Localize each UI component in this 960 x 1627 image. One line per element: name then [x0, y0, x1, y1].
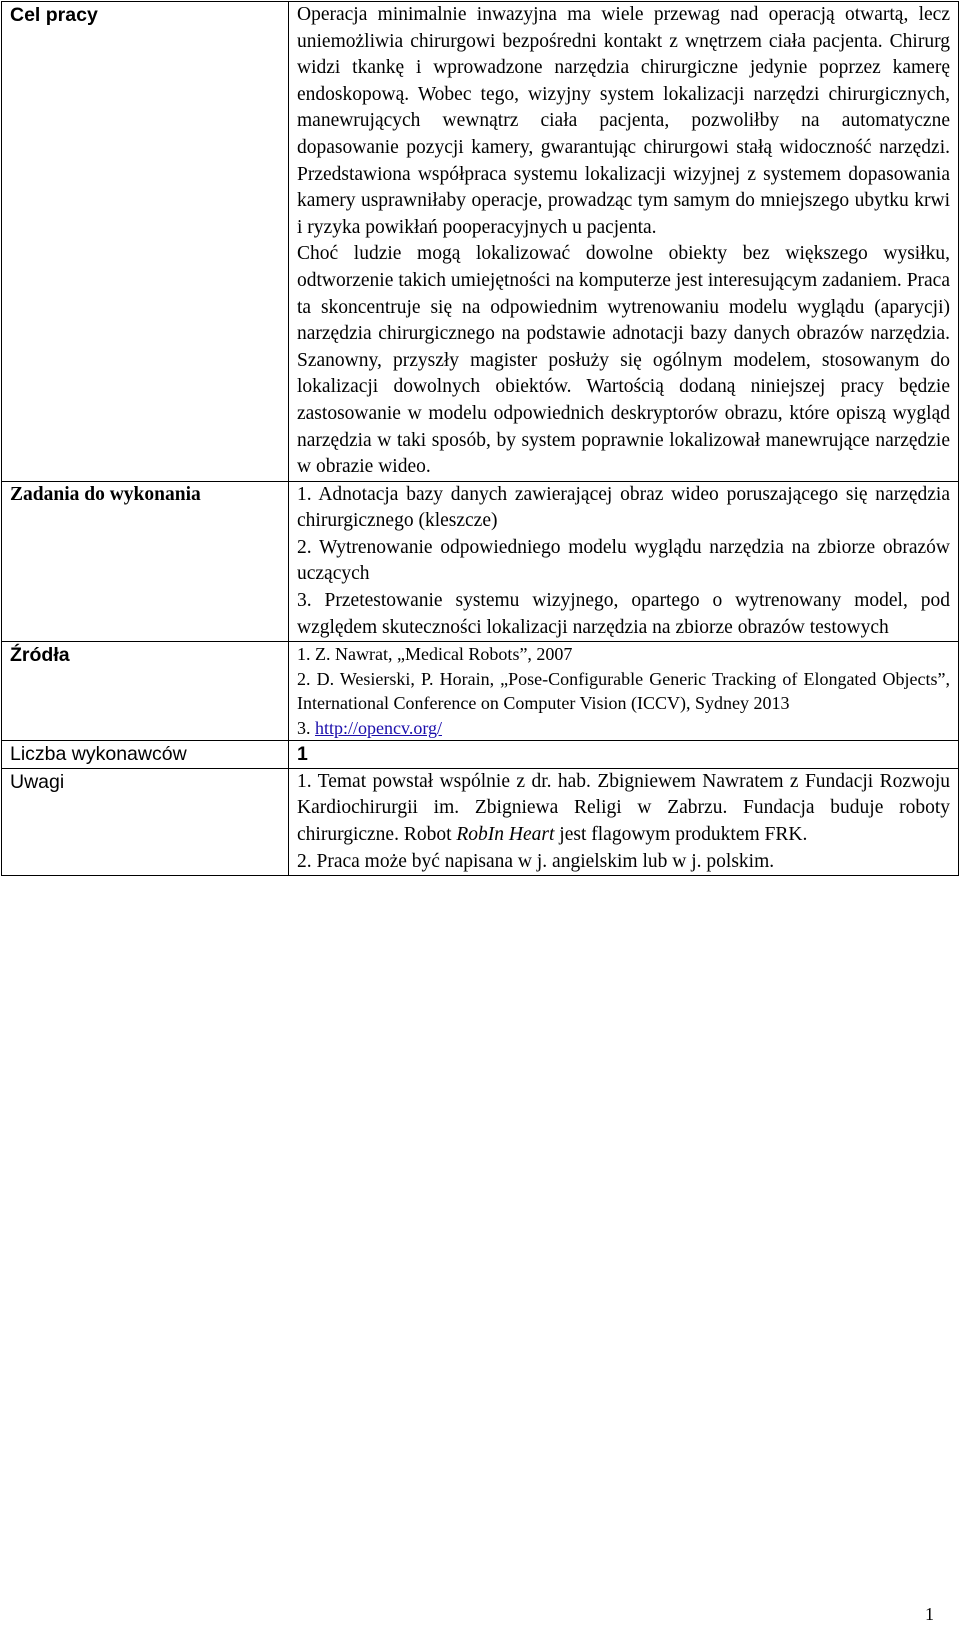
zrodlo-item-3	[297, 716, 950, 741]
zrodla-content	[289, 642, 959, 741]
cel-pracy-content	[289, 2, 959, 482]
opencv-link[interactable]: http://opencv.org/	[315, 717, 442, 738]
label-uwagi: Uwagi	[2, 768, 289, 875]
uwaga-item-2: 2. Praca może być napisana w j. angielskim lub w j. polskim.	[297, 850, 775, 872]
robot-name: RobIn Heart	[456, 824, 555, 846]
uwagi-content	[289, 768, 959, 875]
label-zrodla: Źródła	[2, 642, 289, 741]
zadanie-item-2: 2. Wytrenowanie odpowiedniego modelu wyglądu narzędzia na zbiorze obrazów uczących	[297, 536, 950, 585]
zrodlo-item-3-prefix: 3.	[297, 717, 315, 738]
uwaga-1-text: 1. Temat powstał wspólnie z dr. hab. Zbigniewem Nawratem z Fundacji Rozwoju Kardiochirurgii im. Zbigniewa Religi w Zabrzu. Fundacja buduje roboty chirurgiczne. Robot	[297, 770, 950, 846]
uwaga-item-1	[297, 769, 950, 849]
thesis-topic-table	[1, 1, 959, 876]
label-zadania: Zadania do wykonania	[2, 481, 289, 642]
zadania-content	[289, 481, 959, 642]
cel-paragraph-1: Operacja minimalnie inwazyjna ma wiele przewag nad operacją otwartą, lecz uniemożliwia chirurgowi bezpośredni kontakt z wnętrzem ciała pacjenta. Chirurg widzi tkankę i wprowadzone narzędzia chirurgiczne jedynie poprzez kamerę endoskopową. Wobec tego, wizyjny system lokalizacji narzędzi chirurgicznych, manewrujących wewnątrz ciała pacjenta, pozwoliłby na automatyczne dopasowanie pozycji kamery, gwarantując chirurgowi stałą widoczność narzędzi. Przedstawiona współpraca systemu lokalizacji wizyjnej z systemem dopasowania kamery usprawniłaby operacje, prowadząc tym samym do mniejszego ubytku krwi i ryzyka powikłań pooperacyjnych u pacjenta.	[297, 4, 950, 238]
row-zadania	[2, 481, 959, 642]
zrodlo-item-1: 1. Z. Nawrat, „Medical Robots”, 2007	[297, 644, 573, 665]
label-cel-pracy: Cel pracy	[2, 2, 289, 482]
row-uwagi	[2, 768, 959, 875]
cel-paragraph-2: Choć ludzie mogą lokalizować dowolne obiekty bez większego wysiłku, odtworzenie takich umiejętności na komputerze jest interesującym zadaniem. Praca ta skoncentruje się na odpowiednim wytrenowaniu modelu wyglądu (aparycji) narzędzia chirurgicznego na podstawie adnotacji bazy danych obrazów narzędzia. Szanowny, przyszły magister posłuży się ogólnym modelem, stosowanym do lokalizacji dowolnych obiektów. Wartością dodaną niniejszej pracy będzie zastosowanie w modelu odpowiednich deskryptorów obrazu, które opiszą wygląd narzędzia w taki sposób, by system poprawnie lokalizował manewrujące narzędzie w obrazie wideo.	[297, 243, 950, 478]
liczba-wykonawcow-value: 1	[289, 741, 959, 769]
uwaga-1-text-end: jest flagowym produktem FRK.	[554, 824, 808, 846]
zadanie-item-3: 3. Przetestowanie systemu wizyjnego, opartego o wytrenowany model, pod względem skuteczności lokalizacji narzędzia na zbiorze obrazów testowych	[297, 590, 950, 638]
row-zrodla	[2, 642, 959, 741]
zadanie-item-1: 1. Adnotacja bazy danych zawierającej obraz wideo poruszającego się narzędzia chirurgicznego (kleszcze)	[297, 483, 950, 532]
zrodlo-item-2: 2. D. Wesierski, P. Horain, „Pose-Configurable Generic Tracking of Elongated Objects”, International Conference on Computer Vision (ICCV), Sydney 2013	[297, 668, 950, 714]
page-number: 1	[925, 1604, 934, 1624]
label-liczba-wykonawcow: Liczba wykonawców	[2, 741, 289, 769]
row-liczba-wykonawcow	[2, 741, 959, 769]
row-cel-pracy	[2, 2, 959, 482]
